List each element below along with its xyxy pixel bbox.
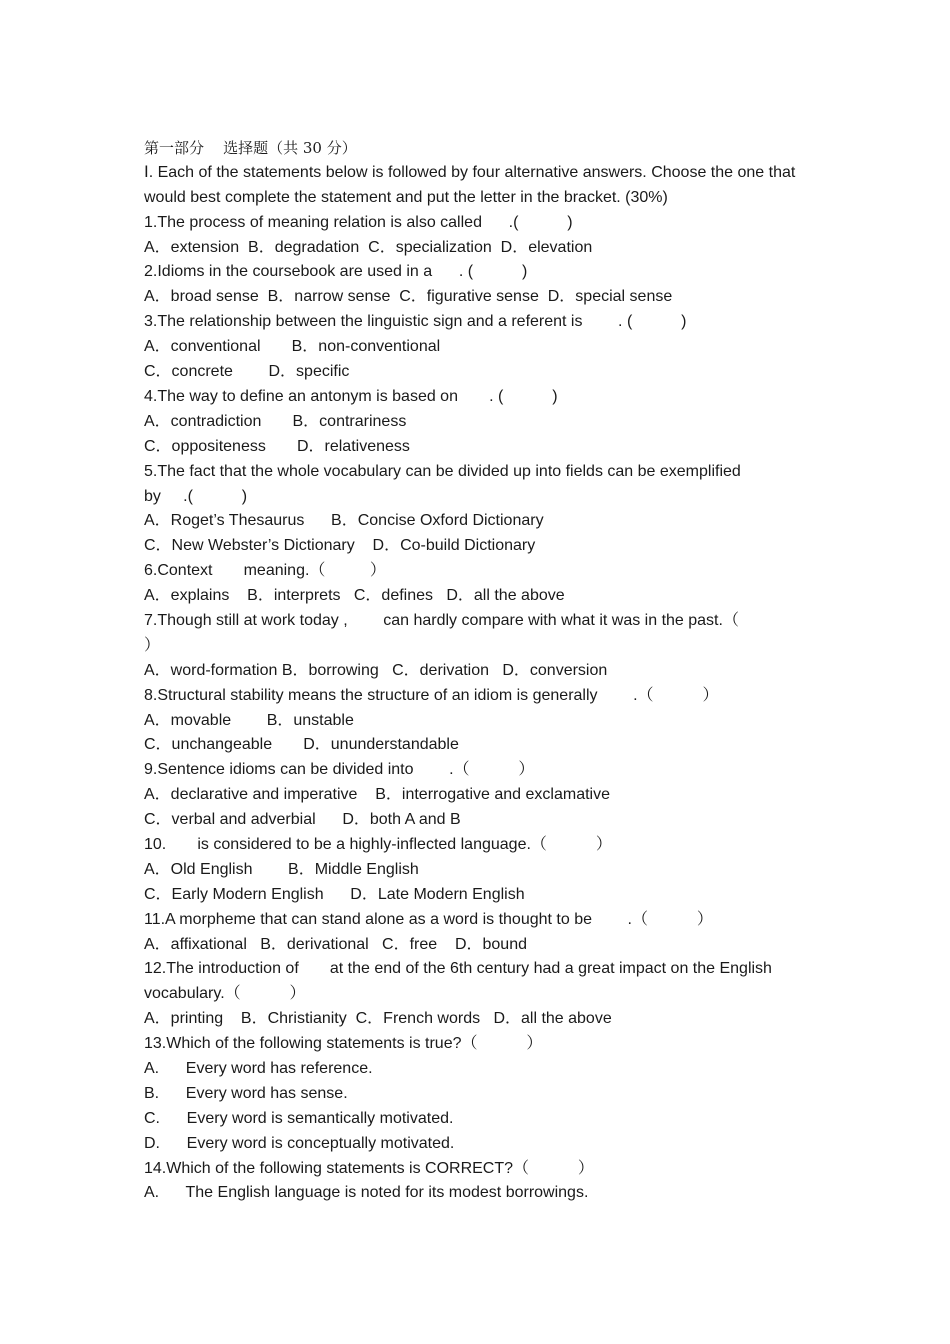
question-line: D. Every word is conceptually motivated. xyxy=(144,1134,455,1152)
question-line: C．verbal and adverbial D．both A and B xyxy=(144,811,461,829)
question-line: C．New Webster’s Dictionary D．Co-build Dictionary xyxy=(144,537,536,555)
question-line: vocabulary.（ ） xyxy=(144,985,306,1003)
question-stem: 3.The relationship between the linguistic sign and a referent is . ( ) xyxy=(144,313,687,331)
question-stem: 4.The way to define an antonym is based on . ( ) xyxy=(144,387,558,405)
question-list xyxy=(144,211,824,1207)
question-stem: 11.A morpheme that can stand alone as a word is thought to be .（ ） xyxy=(144,910,713,928)
question-line: A．broad sense B．narrow sense C．figurative sense D．special sense xyxy=(144,288,673,306)
question-line: C．Early Modern English D．Late Modern English xyxy=(144,885,525,903)
question-stem: 12.The introduction of at the end of the 6th century had a great impact on the English xyxy=(144,960,772,978)
question-line: C．concrete D．specific xyxy=(144,363,350,381)
question-line: B. Every word has sense. xyxy=(144,1084,348,1102)
instructions: Ⅰ. Each of the statements below is followed by four alternative answers. Choose the one that would best complete the statement and put the letter in the bracket. (30%) xyxy=(144,163,796,206)
question-stem: 6.Context meaning.（ ） xyxy=(144,562,386,580)
question-line: A．Roget’s Thesaurus B．Concise Oxford Dictionary xyxy=(144,512,544,530)
question-line: A．word-formation B．borrowing C．derivation D．conversion xyxy=(144,661,608,679)
question-line: C．oppositeness D．relativeness xyxy=(144,437,410,455)
question-line: A．contradiction B．contrariness xyxy=(144,412,407,430)
question-stem: 5.The fact that the whole vocabulary can be divided up into fields can be exemplified xyxy=(144,462,741,480)
question-stem: 8.Structural stability means the structure of an idiom is generally .（ ） xyxy=(144,686,719,704)
question-stem: 10. is considered to be a highly-inflected language.（ ） xyxy=(144,835,612,853)
question-line: A. The English language is noted for its modest borrowings. xyxy=(144,1184,589,1202)
question-line: by .( ) xyxy=(144,487,248,505)
question-line: A．declarative and imperative B．interrogative and exclamative xyxy=(144,786,611,804)
question-line: A．affixational B．derivational C．free D．bound xyxy=(144,935,528,953)
question-line: A. Every word has reference. xyxy=(144,1059,373,1077)
question-line: A．conventional B．non-conventional xyxy=(144,338,441,356)
question-line: A．Old English B．Middle English xyxy=(144,860,419,878)
question-line: ） xyxy=(144,636,161,654)
question-line: A．printing B．Christianity C．French words D．all the above xyxy=(144,1010,612,1028)
question-line: A．extension B．degradation C．specialization D．elevation xyxy=(144,238,593,256)
exam-page xyxy=(144,136,824,1206)
question-stem: 7.Though still at work today , can hardly compare with what it was in the past.（ xyxy=(144,611,739,629)
question-line: A．movable B．unstable xyxy=(144,711,354,729)
question-stem: 13.Which of the following statements is true?（ ） xyxy=(144,1035,543,1053)
question-line: C．unchangeable D．ununderstandable xyxy=(144,736,459,754)
section-title: 第一部分 选择题（共 30 分） xyxy=(144,139,357,157)
question-stem: 9.Sentence idioms can be divided into .（ ） xyxy=(144,761,535,779)
question-stem: 2.Idioms in the coursebook are used in a . ( ) xyxy=(144,263,528,281)
question-line: A．explains B．interprets C．defines D．all the above xyxy=(144,587,565,605)
question-stem: 14.Which of the following statements is CORRECT?（ ） xyxy=(144,1159,594,1177)
question-line: C. Every word is semantically motivated. xyxy=(144,1109,454,1127)
question-stem: 1.The process of meaning relation is also called .( ) xyxy=(144,213,573,231)
